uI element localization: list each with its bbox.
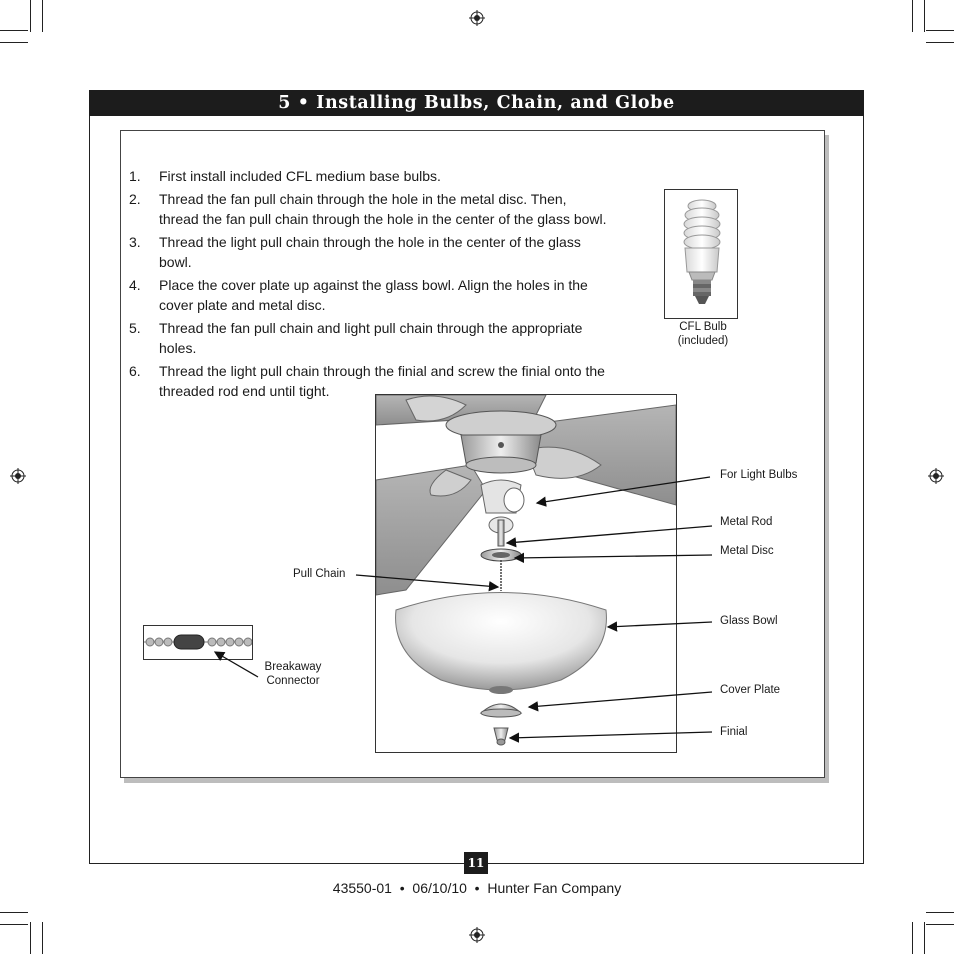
callout-pull-chain: Pull Chain xyxy=(293,568,346,580)
callout-light-bulbs: For Light Bulbs xyxy=(720,469,798,481)
callout-glass-bowl: Glass Bowl xyxy=(720,615,778,627)
breakaway-connector-label: Breakaway Connector xyxy=(264,661,322,687)
list-item: 4. Place the cover plate up against the glass bowl. Align the holes in the cover plate and metal disc. xyxy=(129,277,588,313)
cfl-bulb-caption: CFL Bulb (included) xyxy=(677,321,729,347)
list-item: 6. Thread the light pull chain through the finial and screw the finial onto the threaded rod end until tight. xyxy=(129,363,605,399)
page-number: 11 xyxy=(464,852,488,874)
list-item: 2. Thread the fan pull chain through the hole in the metal disc. Then, thread the fan pull chain through the hole in the center of the glass bowl. xyxy=(129,191,607,227)
callout-finial: Finial xyxy=(720,726,748,738)
footer-text: 43550-01 • 06/10/10 • Hunter Fan Company xyxy=(332,880,622,896)
list-item: 3. Thread the light pull chain through the hole in the center of the glass bowl. xyxy=(129,234,581,270)
page-title: 5 • Installing Bulbs, Chain, and Globe xyxy=(278,93,675,113)
callout-metal-rod: Metal Rod xyxy=(720,516,773,528)
list-item: 5. Thread the fan pull chain and light pull chain through the appropriate holes. xyxy=(129,320,583,356)
callout-metal-disc: Metal Disc xyxy=(720,545,774,557)
list-item: 1. First install included CFL medium base bulbs. xyxy=(129,168,441,184)
callout-cover-plate: Cover Plate xyxy=(720,684,781,696)
